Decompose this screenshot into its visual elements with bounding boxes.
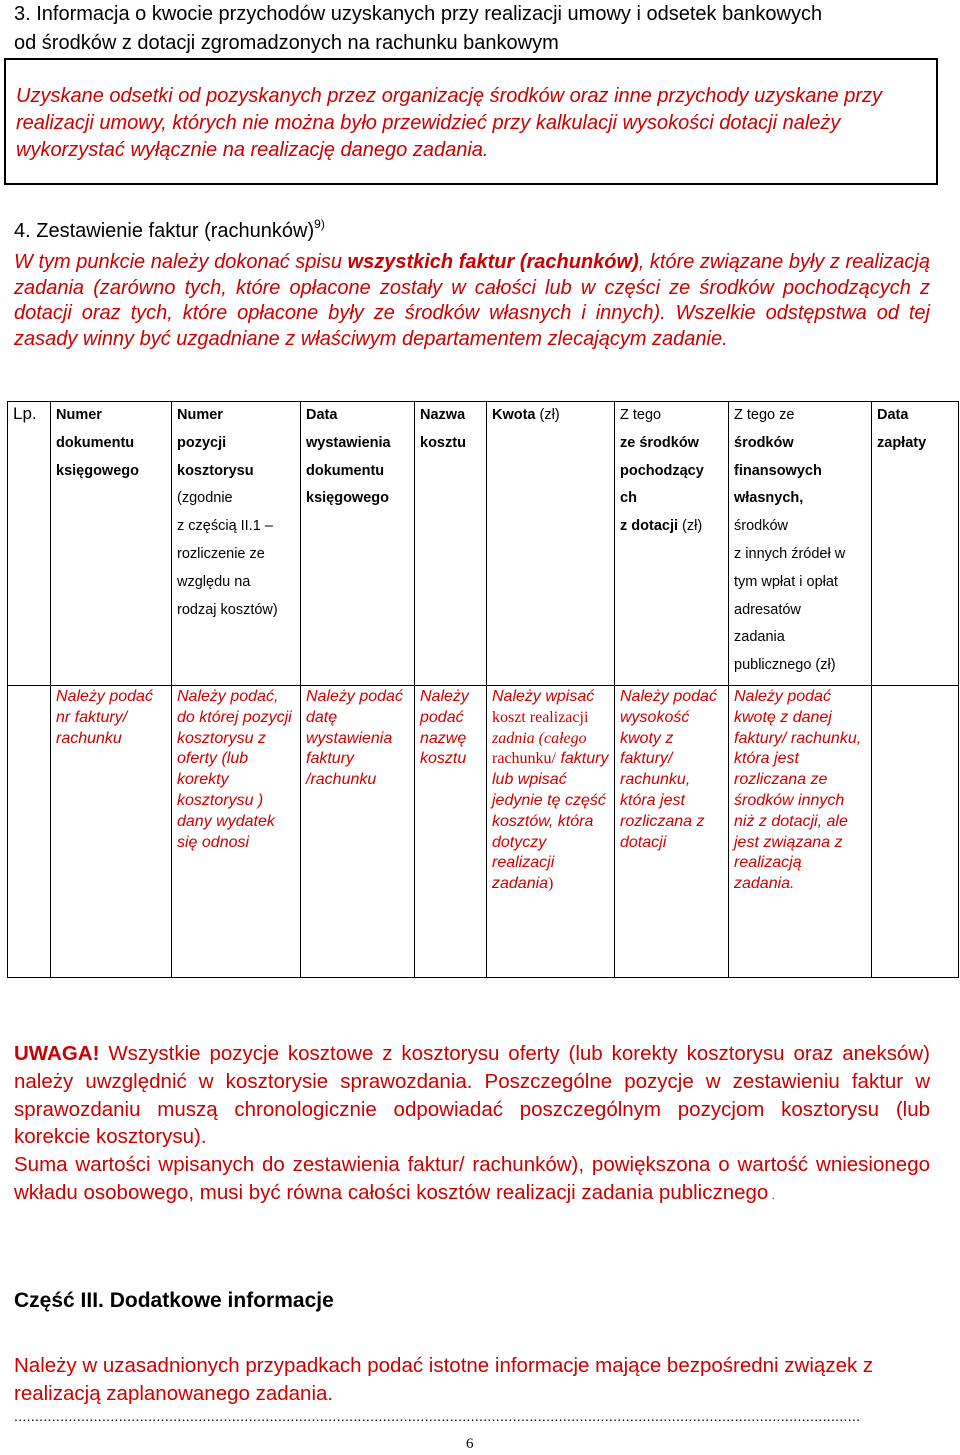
header-text: Z tego ze (734, 407, 795, 423)
warning-label: UWAGA! (14, 1042, 100, 1065)
header-text: ch (620, 490, 637, 507)
intro-text-end: , które związane były z realizacją zadania (zarówno tych, które opłacone zostały w całości lub w części ze środków pochodzących z dotacji oraz tych, które opłacone były ze środków własnych i innych). Wszelkie odstępstwa od tej zasady winny być uzgadniane z właściwym departamentem zlecającym zadanie. (14, 251, 930, 350)
header-text: księgowego (306, 490, 389, 507)
warning-block (14, 1040, 930, 1210)
header-text: adresatów (734, 601, 801, 618)
answer-dotted-line: .......................................................................................................................................................................................................... (14, 1408, 861, 1424)
header-text: zapłaty (877, 434, 927, 451)
section-3-line-1: 3. Informacja o kwocie przychodów uzyskanych przy realizacji umowy i odsetek bankowych (14, 3, 823, 25)
header-text: z dotacji (620, 518, 679, 535)
header-text: publicznego (zł) (734, 657, 836, 674)
part-3-text: Należy w uzasadnionych przypadkach podać istotne informacje mające bezpośredni związek z realizacją zaplanowanego zadania. (14, 1354, 874, 1405)
cell-text: rachunku/ (492, 750, 556, 768)
header-lp: Lp. (8, 402, 51, 686)
header-text: z innych źródeł w (734, 545, 846, 562)
header-from-own (729, 402, 872, 686)
sum-rule-text: Suma wartości wpisanych do zestawienia faktur/ rachunków), powiększona o wartość wniesionego wkładu osobowego, musi być równa całości kosztów realizacji zadania publicznego (14, 1153, 930, 1204)
header-text: zadania (734, 629, 785, 646)
header-doc-number (51, 402, 172, 686)
cell-text: faktury lub wpisać jedynie tę część kosztów, która dotyczy realizacji zadania (492, 750, 609, 893)
header-payment-date (872, 402, 959, 686)
invoice-table (7, 401, 959, 978)
header-text: pozycji (177, 434, 227, 451)
header-from-grant (615, 402, 729, 686)
sum-rule-end: . (768, 1187, 776, 1202)
header-text: z częścią II.1 – (177, 518, 273, 535)
header-text: środków (734, 434, 794, 451)
cell-from-grant: Należy podać wysokość kwoty z faktury/ rachunku, która jest rozliczana z dotacji (615, 686, 729, 978)
header-cost-name (415, 402, 487, 686)
cell-cost-item: Należy podać, do której pozycji kosztorysu z oferty (lub korekty kosztorysu ) dany wydatek się odnosi (172, 686, 301, 978)
header-text: finansowych (734, 462, 822, 479)
header-text: (zgodnie (177, 490, 233, 507)
header-text: (zł) (678, 518, 703, 535)
header-text: tym wpłat i opłat (734, 573, 838, 590)
part-3-title: Część III. Dodatkowe informacje (14, 1289, 334, 1312)
header-text: Nazwa (420, 407, 466, 423)
cell-text: koszt realizacji (492, 708, 589, 726)
header-text: własnych, (734, 490, 804, 507)
header-text: środków (734, 518, 788, 535)
section-4-title: 4. Zestawienie faktur (rachunków) (14, 220, 315, 242)
header-text: kosztu (420, 434, 466, 451)
cell-doc-number: Należy podać nr faktury/ rachunku (51, 686, 172, 978)
header-text: pochodzący (620, 462, 704, 479)
cell-lp (8, 686, 51, 978)
cell-from-own: Należy podać kwotę z danej faktury/ rachunku, która jest rozliczana ze środków innych niż z dotacji, ale jest związana z realizacją zadania. (729, 686, 872, 978)
cell-text: Należy wpisać (492, 688, 595, 705)
cell-text: zadnia (całego (492, 729, 587, 747)
header-text: kosztorysu (177, 462, 254, 479)
page-number: 6 (466, 1436, 474, 1452)
header-text: Data (306, 407, 338, 423)
cell-amount (487, 686, 615, 978)
intro-text-bold: wszystkich faktur (rachunków) (347, 251, 639, 273)
section-3-note: Uzyskane odsetki od pozyskanych przez organizację środków oraz inne przychody uzyskane przy realizacji umowy, których nie można było przewidzieć przy kalkulacji wysokości dotacji należy wykorzystać wyłącznie na realizację danego zadania. (16, 85, 882, 161)
header-cost-item (172, 402, 301, 686)
section-3-line-2: od środków z dotacji zgromadzonych na rachunku bankowym (14, 32, 559, 54)
header-text: dokumentu (306, 462, 385, 479)
cell-cost-name: Należy podać nazwę kosztu (415, 686, 487, 978)
header-amount (487, 402, 615, 686)
section-4-heading (14, 210, 325, 245)
cell-payment-date (872, 686, 959, 978)
header-text: Kwota (492, 407, 536, 423)
header-text: Numer (56, 407, 102, 423)
header-text: ze środków (620, 434, 699, 451)
section-4-intro (14, 250, 930, 352)
header-text: Data (877, 407, 909, 423)
header-text: względu na (177, 573, 251, 590)
warning-text: Wszystkie pozycje kosztowe z kosztorysu oferty (lub korekty kosztorysu oraz aneksów) należy uwzględnić w kosztorysie sprawozdania. Poszczególne pozycje w zestawieniu faktur w sprawozdaniu muszą chronologicznie odpowiadać poszczególnym pozycjom kosztorysu (lub korekcie kosztorysu). (14, 1042, 930, 1149)
header-issue-date (301, 402, 415, 686)
table-row (8, 686, 959, 978)
section-3-heading (14, 0, 944, 58)
header-text: dokumentu (56, 434, 135, 451)
header-text: rodzaj kosztów) (177, 601, 278, 618)
cell-issue-date: Należy podać datę wystawienia faktury /rachunku (301, 686, 415, 978)
intro-text-start: W tym punkcie należy dokonać spisu (14, 251, 348, 273)
footnote-ref: 9) (314, 217, 325, 231)
header-text: księgowego (56, 462, 139, 479)
header-text: wystawienia (306, 434, 391, 451)
table-header-row (8, 402, 959, 686)
header-text: rozliczenie ze (177, 545, 265, 562)
header-text: Z tego (620, 407, 662, 423)
header-text: Numer (177, 407, 223, 423)
cell-text: ) (548, 875, 554, 893)
header-text: (zł) (535, 407, 560, 423)
